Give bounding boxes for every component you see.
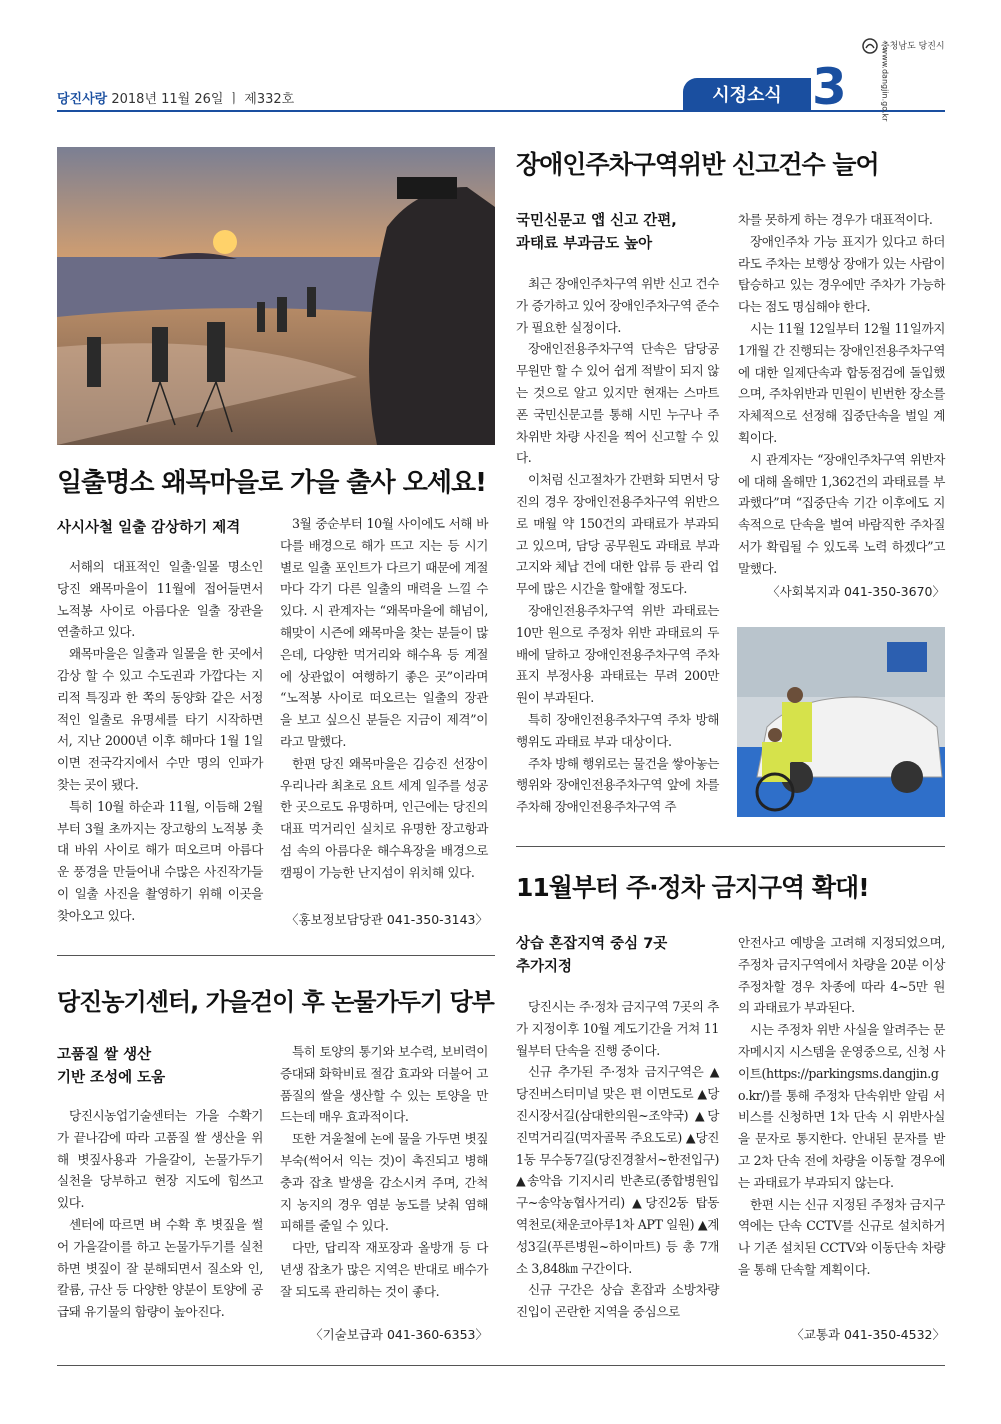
paragraph: 한편 시는 신규 지정된 주정차 금지구역에는 단속 CCTV를 신규로 설치하거나 기존 설치된 CCTV와 이동단속 차량을 통해 단속할 계획이다.	[738, 1196, 945, 1277]
paragraph: 차를 못하게 하는 경우가 대표적이다.	[738, 212, 933, 227]
paragraph: 3월 중순부터 10월 사이에도 서해 바다를 배경으로 해가 뜨고 지는 등 시기별로 일출 포인트가 다르기 때문에 계절마다 각기 다른 일출의 매력을 느낄 수 있다. 시 관계자는 “왜목마을에 해넘이, 해맞이 시즌에 왜목마을 찾는 분들이 많은데, 다양한 먹거리와 해수욕 등 계절에 상관없이 여행하기 좋은 곳”이라며 “노적봉 사이로 떠오르는 일출의 장관을 보고 싶으신 분들은 지금이 제격”이라고 말했다.	[280, 516, 488, 749]
paragraph: 이처럼 신고절차가 간편화 되면서 당진의 경우 장애인전용주차구역 위반으로 매월 약 150건의 과태료가 부과되고 있으며, 담당 공무원도 과태료 부과고지와 체납 건에 대한 압류 등 관리 업무에 많은 시간을 할애할 정도다.	[516, 472, 719, 597]
masthead	[57, 88, 294, 107]
page-number: 3	[812, 58, 847, 116]
article4-col2	[738, 932, 945, 1281]
paragraph: 왜목마을은 일출과 일몰을 한 곳에서 감상 할 수 있고 수도권과 가깝다는 지리적 특징과 한 쪽의 동양화 같은 서정적인 일출로 유명세를 타기 시작하면서, 지난 2000년 이후 해마다 1월 1일이면 전국각지에서 수만 명의 인파가 찾는 곳이 됐다.	[57, 646, 263, 792]
paragraph: 시는 11월 12일부터 12월 11일까지 1개월 간 진행되는 장애인전용주차구역에 대한 일제단속과 합동점검에 돌입했으며, 주차위반과 민원이 빈번한 장소를 자체적으로 선정해 집중단속을 벌일 계획이다.	[738, 320, 945, 445]
article4-contact: 〈교통과 041-350-4532〉	[791, 1327, 945, 1342]
paragraph: 다만, 답리작 재포장과 올방개 등 다년생 잡초가 많은 지역은 반대로 배수가 잘 되도록 관리하는 것이 좋다.	[280, 1240, 488, 1299]
paragraph: 센터에 따르면 벼 수확 후 볏짚을 썰어 가을갈이를 하고 논물가두기를 실천하면 볏짚이 잘 분해되면서 질소와 인, 칼륨, 규산 등 다양한 양분이 토양에 공급돼 유기물의 함량이 높아진다.	[57, 1216, 263, 1320]
article2-title: 장애인주차구역위반 신고건수 늘어	[516, 150, 879, 179]
paragraph: 서해의 대표적인 일출·일몰 명소인 당진 왜목마을이 11월에 접어들면서 노적봉 사이로 아름다운 일출 장관을 연출하고 있다.	[57, 559, 263, 640]
article2-subtitle: 국민신문고 앱 신고 간편, 과태료 부과금도 높아	[516, 213, 677, 252]
divider	[516, 846, 945, 847]
paragraph: 당진시는 주·정차 금지구역 7곳의 추가 지정이후 10월 계도기간을 거쳐 11월부터 단속을 진행 중이다.	[516, 999, 719, 1058]
paragraph: 시는 주정차 위반 사실을 알려주는 문자메시지 시스템을 운영중으로, 신청 사이트(https://parkingsms.dangjin.go.kr/)를 통해 주정차 단속위반 알림 서비스를 신청하면 1차 단속 시 위반사실을 문자로 통지한다. 안내된 문자를 받고 2차 단속 전에 차량을 이동할 경우에는 과태료가 부과되지 않는다.	[738, 1022, 945, 1190]
paragraph: 장애인주차 가능 표지가 있다고 하더라도 주차는 보행상 장애가 있는 사람이 탑승하고 있는 경우에만 주차가 가능하다는 점도 명심해야 한다.	[738, 233, 945, 315]
paragraph: 당진시농업기술센터는 가을 수확기가 끝나감에 따라 고품질 쌀 생산을 위해 볏짚사용과 가을갈이, 논물가두기 실천을 당부하고 현장 지도에 힘쓰고 있다.	[57, 1108, 263, 1211]
article1-contact: 〈홍보정보담당관 041-350-3143〉	[285, 912, 488, 927]
paragraph: 안전사고 예방을 고려해 지정되었으며, 주정차 금지구역에서 차량을 20분 이상 주정차할 경우 차종에 따라 4~5만 원의 과태료가 부과된다.	[738, 935, 945, 1016]
article3-contact: 〈기술보급과 041-360-6353〉	[310, 1327, 488, 1342]
brand-url: www.dangjin.go.kr	[880, 47, 890, 122]
paragraph: 신규 추가된 주·정차 금지구역은 ▲당진버스터미널 맞은 편 이면도로 ▲당진시장서길(삼대한의원~조약국) ▲당진먹거리길(먹자골목 주요도로) ▲당진1동 무수동7길(당진경찰서~한전입구) ▲송악읍 기지시리 반촌로(종합병원입구~송악농협사거리) ▲당진2동 탑동 역천로(채운코아루1차 APT 일원) ▲계성3길(푸른병원~하이마트) 등 총 7개소 3,848㎞ 구간이다.	[516, 1064, 719, 1276]
article1-subtitle: 사시사철 일출 감상하기 제격	[57, 520, 241, 536]
paragraph: 한편 당진 왜목마을은 김승진 선장이 우리나라 최초로 요트 세계 일주를 성공한 곳으로도 유명하며, 인근에는 당진의 대표 먹거리인 실치로 유명한 장고항과 섬 속의 아름다운 해수욕장을 배경으로 캠핑이 가능한 난지섬이 위치해 있다.	[280, 755, 488, 880]
article4-title: 11월부터 주·정차 금지구역 확대!	[516, 873, 869, 902]
city-emblem-icon	[862, 38, 878, 54]
paragraph: 특히 토양의 통기와 보수력, 보비력이 증대돼 화학비료 절감 효과와 더불어 고품질의 쌀을 생산할 수 있는 토양을 만드는데 매우 효과적이다.	[280, 1044, 488, 1125]
issue-date: 2018년 11월 26일 ㅣ 제332호	[107, 92, 295, 107]
paragraph: 최근 장애인주차구역 위반 신고 건수가 증가하고 있어 장애인주차구역 준수가 필요한 실정이다.	[516, 276, 719, 335]
sunrise-photo	[57, 147, 495, 445]
article1-col1	[57, 556, 263, 927]
article2-col1	[516, 273, 719, 818]
paragraph: 주차 방해 행위로는 물건을 쌓아놓는 행위와 장애인전용주차구역 앞에 차를 주차해 장애인전용주차구역 주	[516, 755, 719, 815]
article1-title: 일출명소 왜목마을로 가을 출사 오세요!	[57, 468, 486, 498]
article3-title: 당진농기센터, 가을걷이 후 논물가두기 당부	[57, 988, 494, 1016]
brand-logo: 충청남도 당진시	[862, 38, 945, 54]
article1-col2	[280, 513, 488, 884]
brand-block	[862, 38, 972, 128]
article4-col1	[516, 996, 719, 1323]
paragraph: 특히 10월 하순과 11월, 이듬해 2월부터 3월 초까지는 장고항의 노적봉 촛대 바위 사이로 해가 떠오르며 아름다운 풍경을 만들어내 수많은 사진작가들이 일출 사진을 촬영하기 위해 이곳을 찾아오고 있다.	[57, 798, 263, 923]
divider	[57, 955, 495, 956]
article3-col2	[280, 1041, 488, 1303]
paragraph: 신규 구간은 상습 혼잡과 소방차량 진입이 곤란한 지역을 중심으로	[516, 1282, 719, 1320]
parking-photo	[737, 627, 945, 817]
section-tab: 시정소식	[683, 78, 811, 110]
footer-rule	[57, 1365, 945, 1366]
article2-col2	[738, 209, 945, 580]
paper-name: 당진사랑	[57, 92, 108, 107]
paragraph: 장애인전용주차구역 단속은 담당공무원만 할 수 있어 쉽게 적발이 되지 않는 것으로 알고 있지만 현재는 스마트폰 국민신문고를 통해 시민 누구나 주차위반 차량 사진을 찍어 신고할 수 있다.	[516, 341, 719, 466]
article3-col1	[57, 1105, 263, 1323]
paragraph: 시 관계자는 “장애인주차구역 위반자에 대해 올해만 1,362건의 과태료를 부과했다”며 “집중단속 기간 이후에도 지속적으로 단속을 벌여 바람직한 주차질서가 확립될 수 있도록 노력 하겠다”고 말했다.	[738, 451, 945, 576]
paragraph: 특히 장애인전용주차구역 주차 방해 행위도 과태료 부과 대상이다.	[516, 711, 719, 749]
article4-subtitle: 상습 혼잡지역 중심 7곳 추가지정	[516, 936, 668, 975]
article2-contact: 〈사회복지과 041-350-3670〉	[767, 584, 945, 599]
article3-subtitle: 고품질 쌀 생산 기반 조성에 도움	[57, 1047, 166, 1086]
paragraph: 장애인전용주차구역 위반 과태료는 10만 원으로 주정차 위반 과태료의 두 배에 달하고 장애인전용주차구역 주차표지 부정사용 과태료는 무려 200만 원이 부과된다.	[516, 602, 719, 706]
paragraph: 또한 겨울철에 논에 물을 가두면 볏짚 부숙(썩어서 익는 것)이 촉진되고 병해충과 잡초 발생을 감소시켜 주며, 간척지 농지의 경우 염분 농도를 낮춰 염해 피해를 줄일 수 있다.	[280, 1131, 488, 1234]
